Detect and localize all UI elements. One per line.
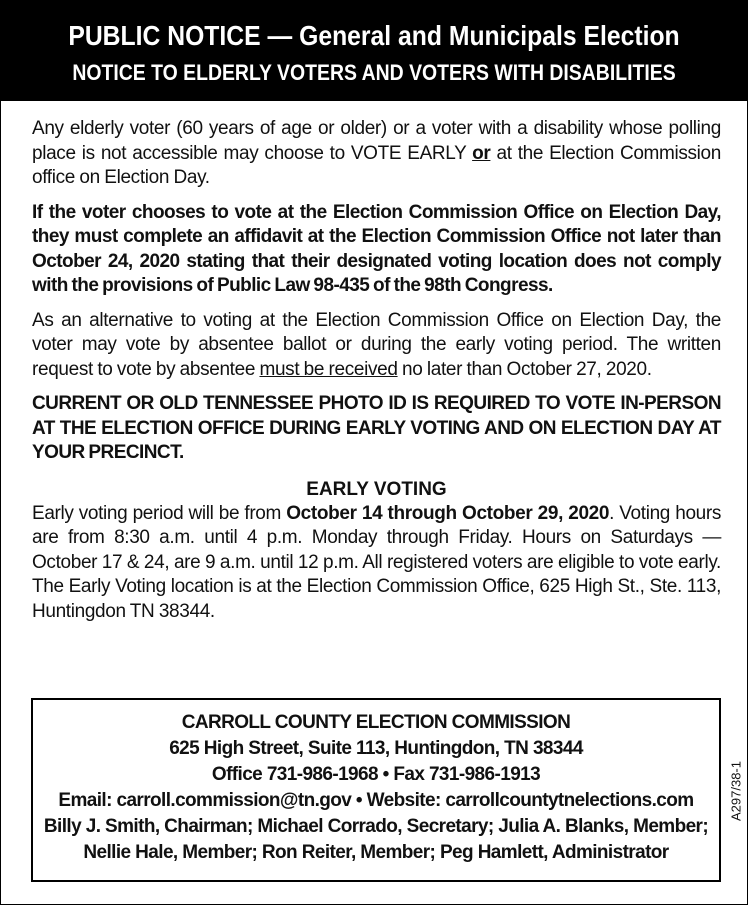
ev-text-after: . Voting hours are from 8:30 a.m. until 4 p.m. Monday through Friday. Hours on Saturdays — October 17 & 24, are 9 a.m. until 12 p.m. All registered voters are eligible to vote early. The Early Voting location is at the Election Commission Office, 625 High St., Ste. 113, Huntingdon TN 38344. [32,502,722,622]
p3-emphasis: must be received [259,358,398,380]
ev-dates: October 14 through October 29, 2020 [286,502,610,524]
notice-body [1,101,747,624]
p1-text-before: Any elderly voter (60 years of age or older) or a voter with a disability whose polling place is not accessible may choose to VOTE EARLY [32,118,721,164]
contact-web: Email: carroll.commission@tn.gov • Website: carrollcountytnelections.com [58,790,694,811]
contact-staff-line-2: Nellie Hale, Member; Ron Reiter, Member; Peg Hamlett, Administrator [83,842,669,863]
p1-text-after: at the Election Commission office on Election Day. [32,142,721,188]
ev-text-before: Early voting period will be from [32,502,287,524]
paragraph-absentee [32,309,721,383]
p3-text-after: no later than October 27, 2020. [397,358,652,380]
notice-subtitle: NOTICE TO ELDERLY VOTERS AND VOTERS WITH DISABILITIES [72,60,676,85]
p1-emphasis: or [472,142,491,164]
notice-header [1,1,747,101]
paragraph-affidavit: If the voter chooses to vote at the Election Commission Office on Election Day, they must complete an affidavit at the Election Commission Office not later than October 24, 2020 stating that their designated voting location does not comply with the provisions of Public Law 98-435 of the 98th Congress. [32,201,721,296]
ad-code: A297/38-1 [728,761,744,821]
paragraph-elderly-voters [32,117,721,191]
contact-org: CARROLL COUNTY ELECTION COMMISSION [181,712,571,733]
paragraph-early-voting [32,502,721,625]
contact-box [31,698,721,882]
contact-staff-line-1: Billy J. Smith, Chairman; Michael Corrado, Secretary; Julia A. Blanks, Member; [43,816,709,837]
early-voting-heading: EARLY VOTING [306,478,447,500]
p3-text-before: As an alternative to voting at the Election Commission Office on Election Day, the voter may vote by absentee ballot or during the early voting period. The written request to vote by absentee [32,309,721,380]
notice-title: PUBLIC NOTICE — General and Municipals Election [68,20,680,51]
contact-phone: Office 731-986-1968 • Fax 731-986-1913 [211,764,541,785]
paragraph-photo-id: CURRENT OR OLD TENNESSEE PHOTO ID IS REQUIRED TO VOTE IN-PERSON AT THE ELECTION OFFICE DURING EARLY VOTING AND ON ELECTION DAY AT YOUR PRECINCT. [32,393,721,463]
contact-address: 625 High Street, Suite 113, Huntingdon, TN 38344 [169,738,583,759]
